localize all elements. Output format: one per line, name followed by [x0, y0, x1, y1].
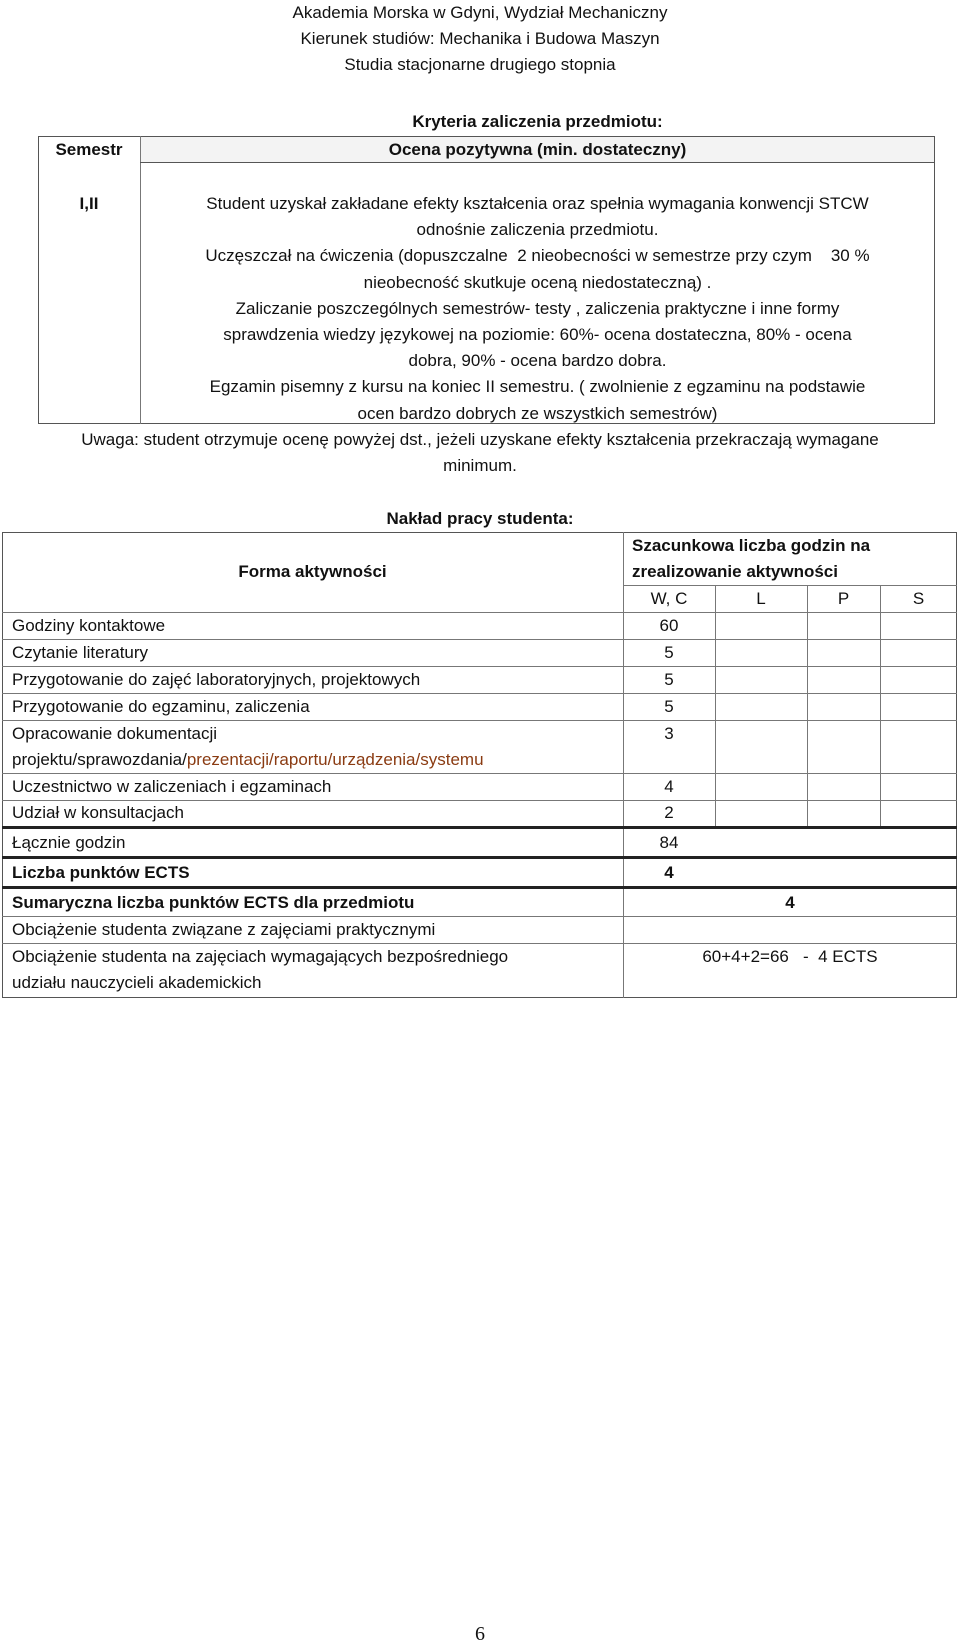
workload-thick-rule: [2, 886, 957, 889]
criteria-line: Uczęszczał na ćwiczenia (dopuszczalne 2 nieobecności w semestrze przy czym 30 %: [205, 246, 870, 266]
hours-header-line-1: Szacunkowa liczba godzin na: [632, 536, 871, 555]
workload-subcol-divider: [807, 585, 808, 827]
criteria-line: ocen bardzo dobrych ze wszystkich semestrów): [357, 403, 718, 423]
criteria-line: Egzamin pisemny z kursu na koniec II semestru. ( zwolnienie z egzaminu na podstawie: [209, 377, 866, 397]
criteria-line: sprawdzenia wiedzy językowej na poziomie: 60%- ocena dostateczna, 80% - ocena: [223, 325, 852, 345]
subcol-s: S: [912, 589, 925, 608]
practical-load-label: Obciążenie studenta związane z zajęciami praktycznymi: [12, 920, 436, 939]
criteria-description: [140, 191, 935, 427]
summary-ects-label: Sumaryczna liczba punktów ECTS dla przedmiotu: [12, 893, 415, 912]
row-label: Udział w konsultacjach: [12, 803, 184, 822]
criteria-semester-value: I,II: [79, 194, 99, 213]
row-value: 5: [664, 643, 674, 662]
workload-subcol-divider: [880, 585, 881, 827]
criteria-semester-header: Semestr: [55, 140, 123, 159]
row-label-part-highlight: prezentacji/raportu/urządzenia/systemu: [186, 750, 484, 769]
row-value: 3: [664, 724, 674, 743]
subcol-wc: W, C: [650, 589, 688, 608]
row-label: Uczestnictwo w zaliczeniach i egzaminach: [12, 777, 332, 796]
row-value: 5: [664, 670, 674, 689]
criteria-grade-header: Ocena pozytywna (min. dostateczny): [388, 140, 687, 159]
row-label: Przygotowanie do zajęć laboratoryjnych, projektowych: [12, 670, 421, 689]
workload-subcol-divider: [715, 585, 716, 827]
header: [0, 0, 960, 78]
row-label-part: projektu/sprawozdania/: [12, 750, 187, 769]
row-value: 5: [664, 697, 674, 716]
activity-header: Forma aktywności: [238, 562, 387, 581]
criteria-note: [0, 427, 960, 479]
header-line-1: Akademia Morska w Gdyni, Wydział Mechaniczny: [292, 3, 668, 22]
row-label: Opracowanie dokumentacji: [12, 724, 218, 743]
row-value: 60: [659, 616, 679, 635]
workload-title: Nakład pracy studenta:: [386, 509, 574, 528]
header-line-2: Kierunek studiów: Mechanika i Budowa Maszyn: [300, 29, 660, 48]
criteria-header-rule: [140, 162, 935, 163]
direct-load-label-line-2: udziału nauczycieli akademickich: [12, 973, 262, 992]
page-number: 6: [475, 1623, 485, 1645]
total-hours-value: 84: [659, 833, 679, 852]
row-label-continued: [12, 747, 484, 773]
workload-thick-rule: [2, 856, 957, 859]
row-label: Przygotowanie do egzaminu, zaliczenia: [12, 697, 310, 716]
criteria-note-line-2: minimum.: [443, 456, 517, 475]
row-value: 4: [664, 777, 674, 796]
criteria-line: odnośnie zaliczenia przedmiotu.: [416, 220, 659, 240]
hours-header-line-2: zrealizowanie aktywności: [632, 562, 838, 581]
row-label: Godziny kontaktowe: [12, 616, 166, 635]
criteria-line: Zaliczanie poszczególnych semestrów- testy , zaliczenia praktyczne i inne formy: [235, 298, 840, 318]
criteria-title: Kryteria zaliczenia przedmiotu:: [412, 112, 663, 131]
row-value: 2: [664, 803, 674, 822]
summary-ects-value: 4: [785, 893, 795, 912]
row-label: Czytanie literatury: [12, 643, 149, 662]
criteria-line: dobra, 90% - ocena bardzo dobra.: [408, 351, 667, 371]
criteria-line: nieobecność skutkuje oceną niedostateczną) .: [363, 272, 712, 292]
subcol-l: L: [756, 589, 766, 608]
direct-load-value: 60+4+2=66 - 4 ECTS: [702, 947, 878, 966]
direct-load-label-line-1: Obciążenie studenta na zajęciach wymagających bezpośredniego: [12, 947, 509, 966]
header-line-3: Studia stacjonarne drugiego stopnia: [344, 55, 616, 74]
total-hours-label: Łącznie godzin: [12, 833, 126, 852]
criteria-line: Student uzyskał zakładane efekty kształcenia oraz spełnia wymagania konwencji STCW: [206, 194, 869, 213]
ects-label: Liczba punktów ECTS: [12, 863, 190, 882]
criteria-note-line-1: Uwaga: student otrzymuje ocenę powyżej dst., jeżeli uzyskane efekty kształcenia przekraczają wymagane: [81, 430, 879, 449]
subcol-p: P: [837, 589, 850, 608]
workload-thick-rule: [2, 826, 957, 829]
ects-value: 4: [664, 863, 674, 882]
